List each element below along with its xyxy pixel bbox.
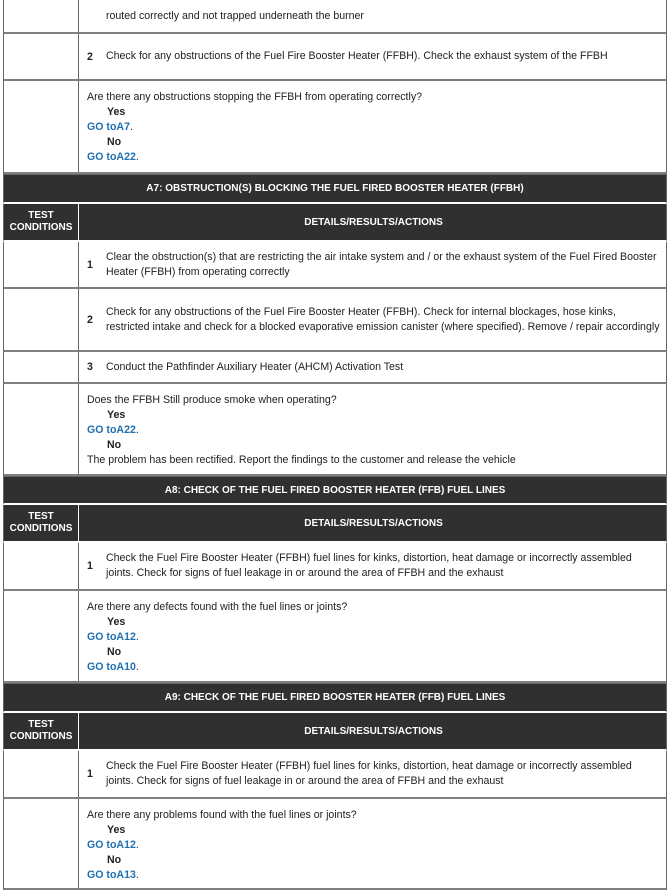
question-text: Does the FFBH Still produce smoke when operating? (87, 394, 337, 406)
step-number: 2 (87, 313, 93, 326)
section-title-a8: A8: CHECK OF THE FUEL FIRED BOOSTER HEATER (FFB) FUEL LINES (3, 476, 667, 505)
test-conditions-cell (4, 352, 79, 382)
test-conditions-cell (4, 289, 79, 350)
go-to-link[interactable]: GO toA22 (87, 151, 136, 163)
result-text: The problem has been rectified. Report the findings to the customer and release the vehicle (87, 454, 516, 466)
step-text: routed correctly and not trapped underneath the burner (106, 9, 364, 22)
test-conditions-cell (4, 384, 79, 474)
details-cell (79, 352, 666, 382)
step-text: Check for any obstructions of the Fuel Fire Booster Heater (FFBH). Check for internal blockages, hose kinks, restricted intake and check for a blocked evaporative emission canister (where specified). Remove / repair accordingly (106, 305, 660, 333)
step-number: 1 (87, 560, 93, 572)
test-conditions-header: TEST CONDITIONS (4, 713, 79, 749)
no-label: No (107, 439, 122, 451)
yes-label: Yes (107, 106, 126, 118)
yes-label: Yes (107, 616, 126, 628)
section-title-a9: A9: CHECK OF THE FUEL FIRED BOOSTER HEATER (FFB) FUEL LINES (3, 683, 667, 713)
test-conditions-cell (4, 34, 79, 79)
go-to-link[interactable]: GO toA12 (87, 839, 136, 851)
diagnostic-document (3, 0, 667, 890)
go-to-link[interactable]: GO toA12 (87, 631, 136, 643)
details-cell (79, 242, 666, 287)
section-title-a7: A7: OBSTRUCTION(S) BLOCKING THE FUEL FIRED BOOSTER HEATER (FFBH) (3, 174, 667, 204)
question-text: Are there any obstructions stopping the FFBH from operating correctly? (87, 91, 423, 103)
table-header (3, 204, 667, 242)
step-text: Clear the obstruction(s) that are restricting the air intake system and / or the exhaust system of the Fuel Fired Booster Heater (FFBH) from operating correctly (106, 250, 657, 278)
step-row (3, 352, 667, 384)
go-to-link[interactable]: GO toA10 (87, 661, 136, 673)
question-text: Are there any defects found with the fuel lines or joints? (87, 601, 348, 613)
question-cell: Are there any defects found with the fuel lines or joints? Yes GO toA12. No GO toA10. (79, 591, 666, 681)
go-to-link[interactable]: GO toA7 (87, 121, 130, 133)
yes-label: Yes (107, 409, 126, 421)
go-to-link[interactable]: GO toA13 (87, 869, 136, 881)
details-cell (79, 543, 666, 589)
question-row (3, 81, 667, 174)
no-label: No (107, 136, 122, 148)
test-conditions-cell (4, 591, 79, 681)
step-row (3, 543, 667, 591)
test-conditions-cell (4, 81, 79, 172)
step-number: 1 (87, 258, 93, 271)
test-conditions-cell (4, 751, 79, 797)
test-conditions-cell (4, 242, 79, 287)
details-header: DETAILS/RESULTS/ACTIONS (79, 204, 666, 240)
table-header (3, 505, 667, 543)
test-conditions-cell (4, 0, 79, 32)
continued-step-row (3, 0, 667, 34)
step-number: 3 (87, 361, 93, 373)
details-cell (79, 0, 666, 32)
test-conditions-cell (4, 799, 79, 888)
step-row (3, 242, 667, 289)
step-row (3, 34, 667, 81)
step-row (3, 751, 667, 799)
details-cell (79, 34, 666, 79)
no-label: No (107, 854, 122, 866)
question-row (3, 591, 667, 683)
details-header: DETAILS/RESULTS/ACTIONS (79, 505, 666, 541)
question-cell: Does the FFBH Still produce smoke when operating? Yes GO toA22. No The problem has been rectified. Report the findings to the customer and release the vehicle (79, 384, 666, 474)
question-cell: Are there any obstructions stopping the FFBH from operating correctly? Yes GO toA7. No GO toA22. (79, 81, 666, 172)
table-header (3, 713, 667, 751)
yes-label: Yes (107, 824, 126, 836)
question-row (3, 799, 667, 890)
question-cell: Are there any problems found with the fuel lines or joints? Yes GO toA12. No GO toA13. (79, 799, 666, 888)
details-cell (79, 751, 666, 797)
question-text: Are there any problems found with the fuel lines or joints? (87, 809, 357, 821)
test-conditions-cell (4, 543, 79, 589)
test-conditions-header: TEST CONDITIONS (4, 505, 79, 541)
go-to-link[interactable]: GO toA22 (87, 424, 136, 436)
step-text: Check the Fuel Fire Booster Heater (FFBH) fuel lines for kinks, distortion, heat damage or incorrectly assembled joints. Check for signs of fuel leakage in or around the area of FFBH and the exhaust (106, 760, 632, 787)
no-label: No (107, 646, 122, 658)
step-number: 1 (87, 768, 93, 780)
step-text: Check the Fuel Fire Booster Heater (FFBH) fuel lines for kinks, distortion, heat damage or incorrectly assembled joints. Check for signs of fuel leakage in or around the area of FFBH and the exhaust (106, 552, 632, 579)
test-conditions-header: TEST CONDITIONS (4, 204, 79, 240)
step-number: 2 (87, 50, 93, 63)
step-text: Check for any obstructions of the Fuel Fire Booster Heater (FFBH). Check the exhaust system of the FFBH (106, 50, 608, 62)
step-text: Conduct the Pathfinder Auxiliary Heater (AHCM) Activation Test (106, 360, 404, 373)
details-header: DETAILS/RESULTS/ACTIONS (79, 713, 666, 749)
question-row (3, 384, 667, 476)
step-row (3, 289, 667, 352)
details-cell (79, 289, 666, 350)
